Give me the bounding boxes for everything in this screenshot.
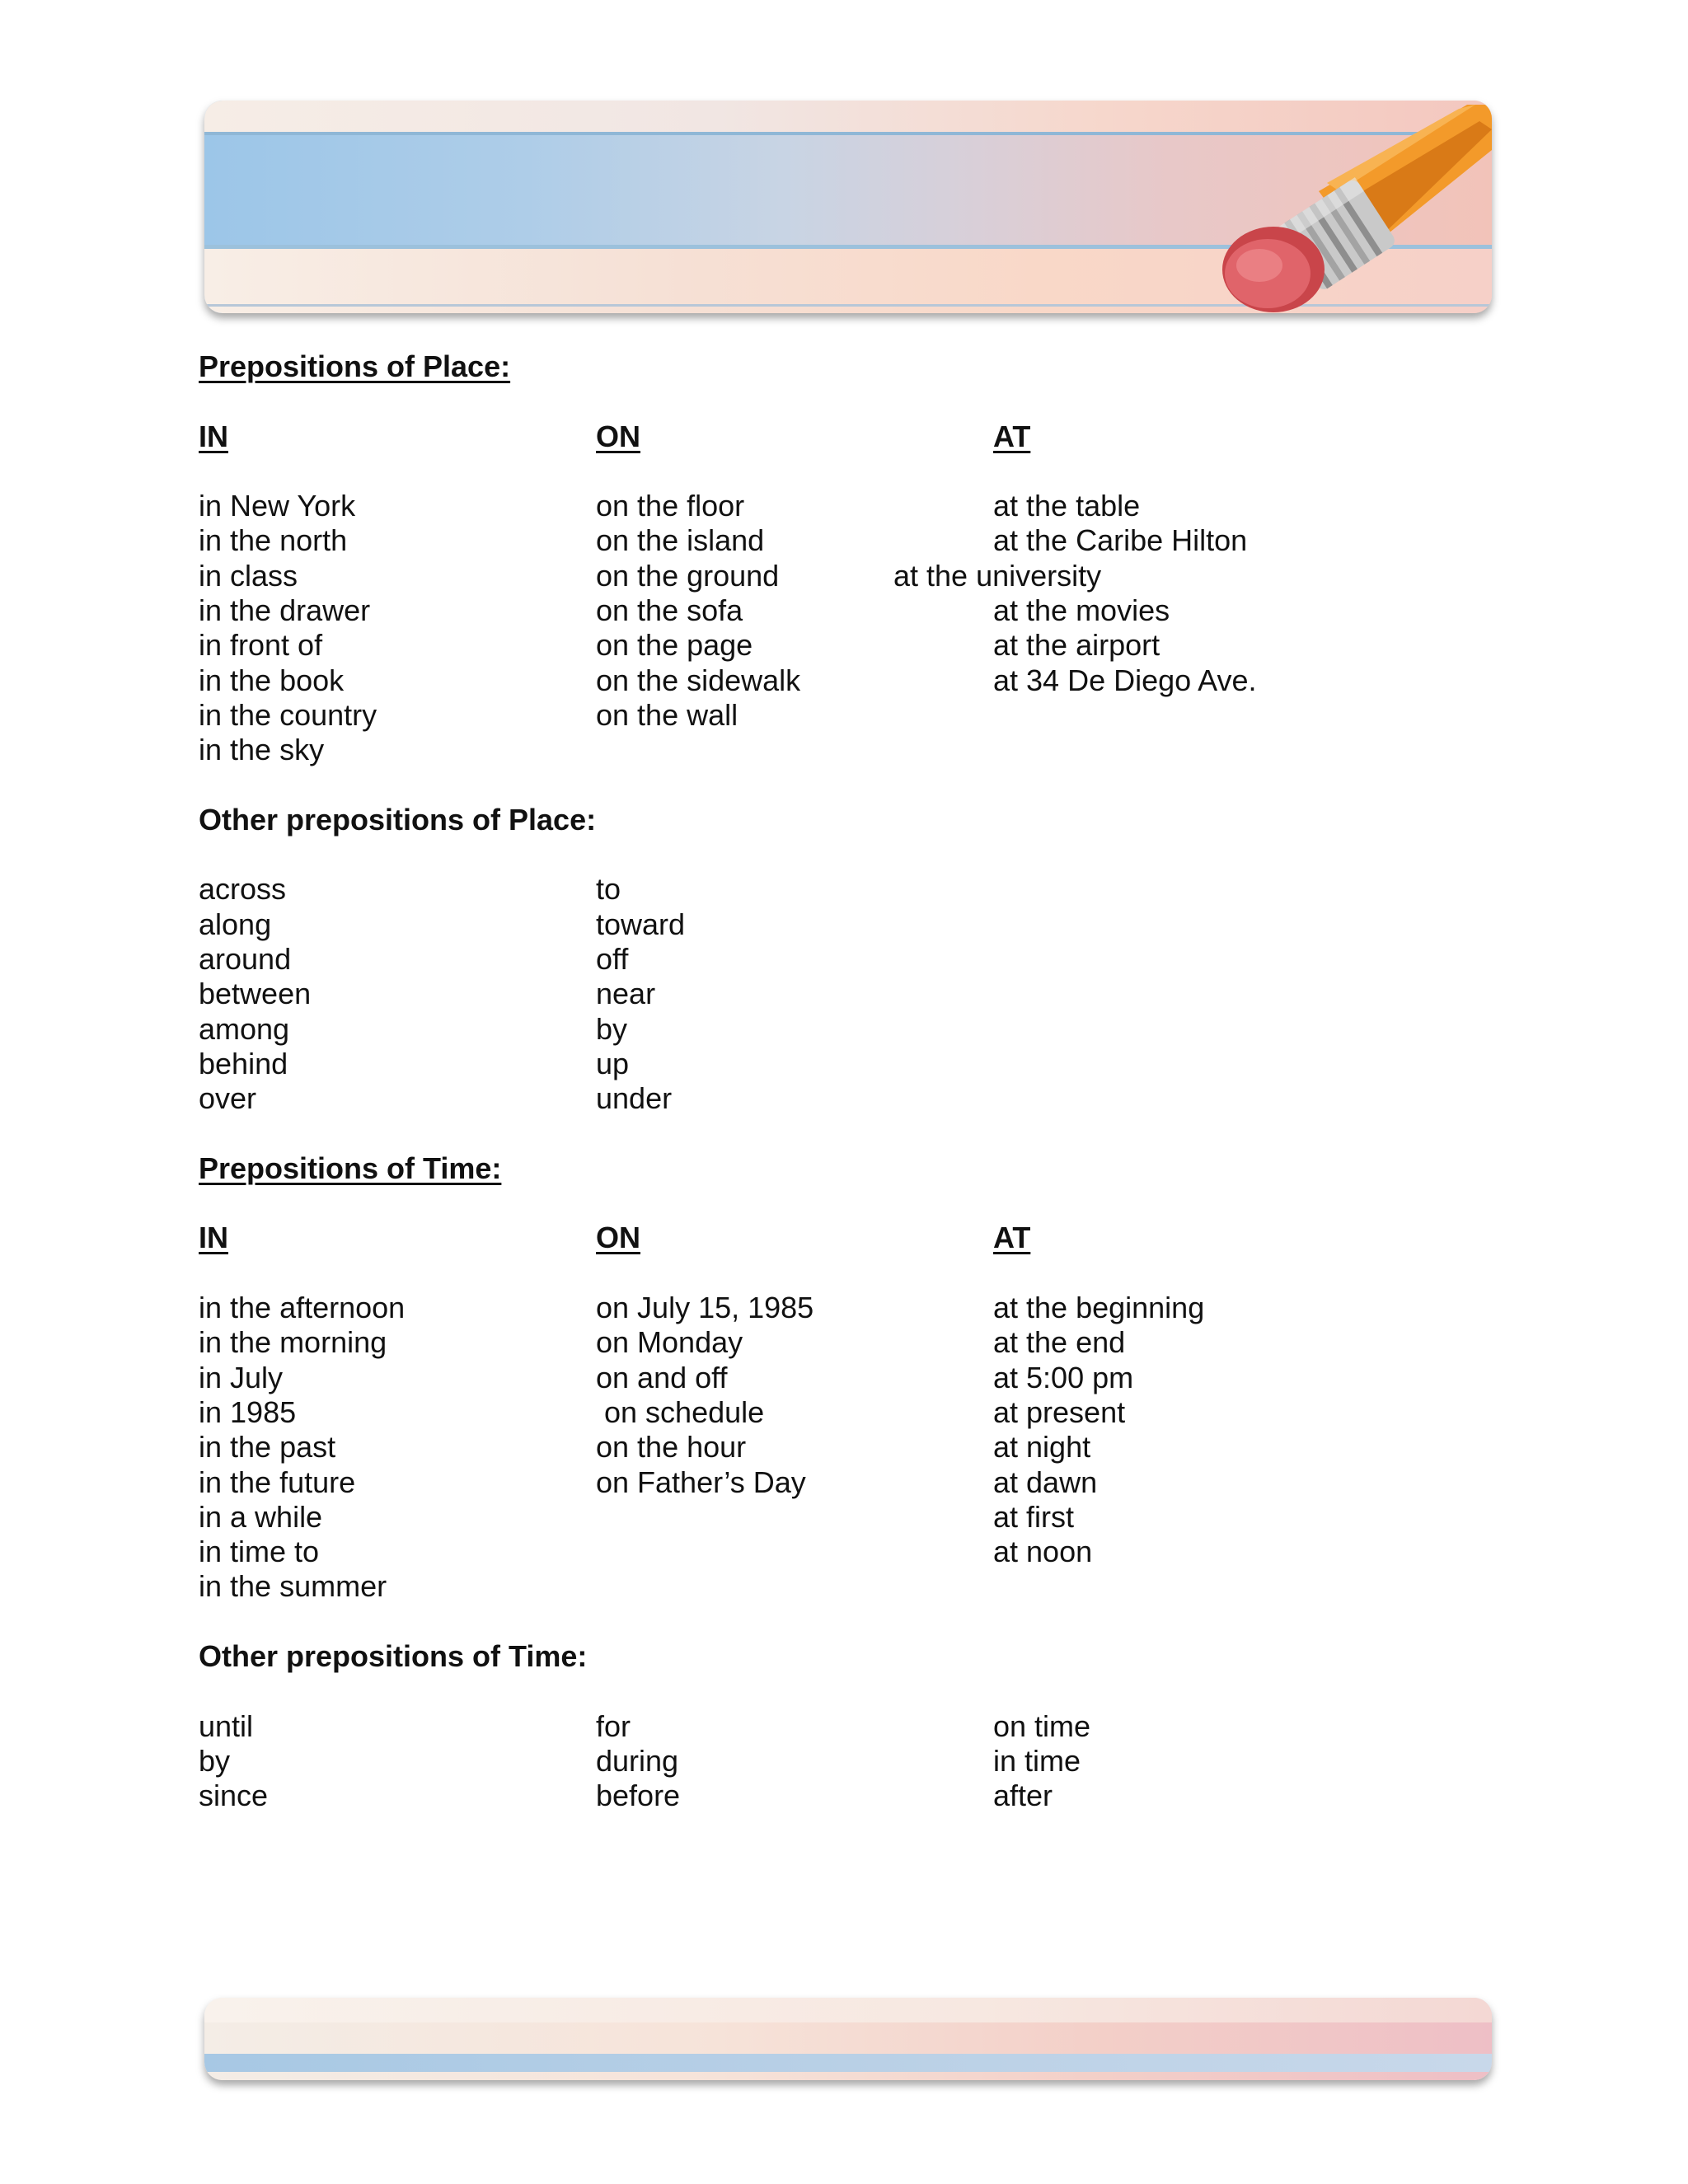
list-row: [199, 1081, 1517, 1116]
list-item: in front of: [199, 628, 323, 663]
list-item: on the sofa: [596, 593, 743, 628]
list-item: at the Caribe Hilton: [993, 523, 1248, 558]
list-item: near: [596, 977, 656, 1011]
list-item: to: [596, 872, 621, 907]
list-item: on the page: [596, 628, 753, 663]
list-item: in the north: [199, 523, 348, 558]
list-item: on the sidewalk: [596, 663, 801, 697]
list-item: at present: [993, 1394, 1126, 1429]
list-item: after: [993, 1779, 1053, 1813]
list-item: on Monday: [596, 1325, 743, 1360]
list-row: [199, 523, 1517, 558]
list-item: at the end: [993, 1325, 1126, 1360]
list-item: at first: [993, 1499, 1075, 1534]
time-header-on: ON: [596, 1221, 640, 1255]
list-item: in the drawer: [199, 593, 371, 628]
list-item: among: [199, 1011, 290, 1046]
list-item: at night: [993, 1430, 1091, 1465]
list-item: on Father’s Day: [596, 1465, 806, 1499]
list-item: up: [596, 1046, 630, 1080]
list-item: on the hour: [596, 1430, 747, 1465]
list-item: across: [199, 872, 287, 907]
list-item: at the movies: [993, 593, 1170, 628]
list-row: [199, 559, 1517, 593]
time-header-in: IN: [199, 1221, 228, 1255]
list-item: at the airport: [993, 628, 1160, 663]
list-item: in the summer: [199, 1569, 387, 1604]
list-item: in the past: [199, 1430, 336, 1465]
list-item: on the floor: [596, 489, 745, 523]
list-item: between: [199, 977, 312, 1011]
other-place-title: Other prepositions of Place:: [199, 802, 597, 837]
list-row: [199, 1325, 1517, 1360]
list-item: for: [596, 1708, 631, 1743]
list-row: [199, 1569, 1517, 1604]
list-item: by: [596, 1011, 628, 1046]
list-item: toward: [596, 907, 686, 941]
list-row: [199, 1744, 1517, 1779]
list-item: at dawn: [993, 1465, 1098, 1499]
list-row: [199, 733, 1517, 767]
list-row: [199, 1709, 1517, 1744]
list-item: on schedule: [596, 1394, 765, 1429]
list-item: along: [199, 907, 272, 941]
list-item: before: [596, 1779, 681, 1813]
list-item: in the afternoon: [199, 1291, 406, 1325]
list-item: since: [199, 1779, 269, 1813]
list-item: on the wall: [596, 697, 738, 732]
list-item: in the morning: [199, 1325, 387, 1360]
list-item: in class: [199, 558, 298, 593]
list-item: under: [596, 1081, 673, 1116]
time-headers: [199, 1221, 1517, 1255]
document-body: [199, 349, 1517, 1813]
place-title: Prepositions of Place:: [199, 349, 511, 383]
list-item: in time: [993, 1743, 1081, 1778]
list-row: [199, 977, 1517, 1011]
list-row: [199, 593, 1517, 628]
list-row: [199, 1361, 1517, 1395]
place-header-at: AT: [993, 419, 1031, 453]
list-item: in 1985: [199, 1394, 297, 1429]
list-item: off: [596, 942, 629, 977]
list-row: [199, 1291, 1517, 1325]
list-row: [199, 1500, 1517, 1535]
list-row: [199, 663, 1517, 698]
list-row: [199, 907, 1517, 942]
list-row: [199, 1465, 1517, 1500]
list-item: in July: [199, 1360, 284, 1394]
list-item: at the university: [893, 558, 1102, 593]
time-title: Prepositions of Time:: [199, 1151, 502, 1185]
list-item: in the sky: [199, 733, 325, 767]
list-item: on and off: [596, 1360, 728, 1394]
place-header-in: IN: [199, 419, 228, 453]
list-item: on July 15, 1985: [596, 1291, 814, 1325]
list-row: [199, 1430, 1517, 1465]
list-item: behind: [199, 1046, 288, 1080]
list-item: on time: [993, 1708, 1091, 1743]
header-banner: [204, 101, 1492, 313]
list-item: around: [199, 942, 292, 977]
list-item: during: [596, 1743, 679, 1778]
list-row: [199, 1012, 1517, 1047]
list-item: on the ground: [596, 558, 780, 593]
list-item: at 5:00 pm: [993, 1360, 1134, 1394]
list-row: [199, 489, 1517, 523]
list-row: [199, 1535, 1517, 1569]
list-item: by: [199, 1743, 231, 1778]
list-item: over: [199, 1081, 257, 1116]
list-row: [199, 1779, 1517, 1813]
list-row: [199, 1047, 1517, 1081]
list-row: [199, 872, 1517, 907]
place-headers: [199, 419, 1517, 454]
list-item: in the country: [199, 697, 377, 732]
banner-band: [204, 1998, 1492, 2022]
banner-stripe: [204, 2054, 1492, 2072]
list-item: in New York: [199, 489, 356, 523]
list-row: [199, 628, 1517, 663]
pencil-eraser-icon: [1195, 101, 1492, 313]
list-item: at the beginning: [993, 1291, 1205, 1325]
list-row: [199, 698, 1517, 733]
list-item: in the future: [199, 1465, 356, 1499]
other-time-title: Other prepositions of Time:: [199, 1638, 588, 1673]
list-row: [199, 1395, 1517, 1430]
list-item: at the table: [993, 489, 1141, 523]
list-item: at noon: [993, 1535, 1093, 1569]
place-header-on: ON: [596, 419, 640, 453]
list-item: at 34 De Diego Ave.: [993, 663, 1257, 697]
list-item: in a while: [199, 1499, 323, 1534]
list-item: in time to: [199, 1535, 320, 1569]
footer-banner: [204, 1998, 1492, 2080]
time-header-at: AT: [993, 1221, 1031, 1255]
list-item: in the book: [199, 663, 345, 697]
list-row: [199, 942, 1517, 977]
list-item: until: [199, 1708, 254, 1743]
list-item: on the island: [596, 523, 765, 558]
